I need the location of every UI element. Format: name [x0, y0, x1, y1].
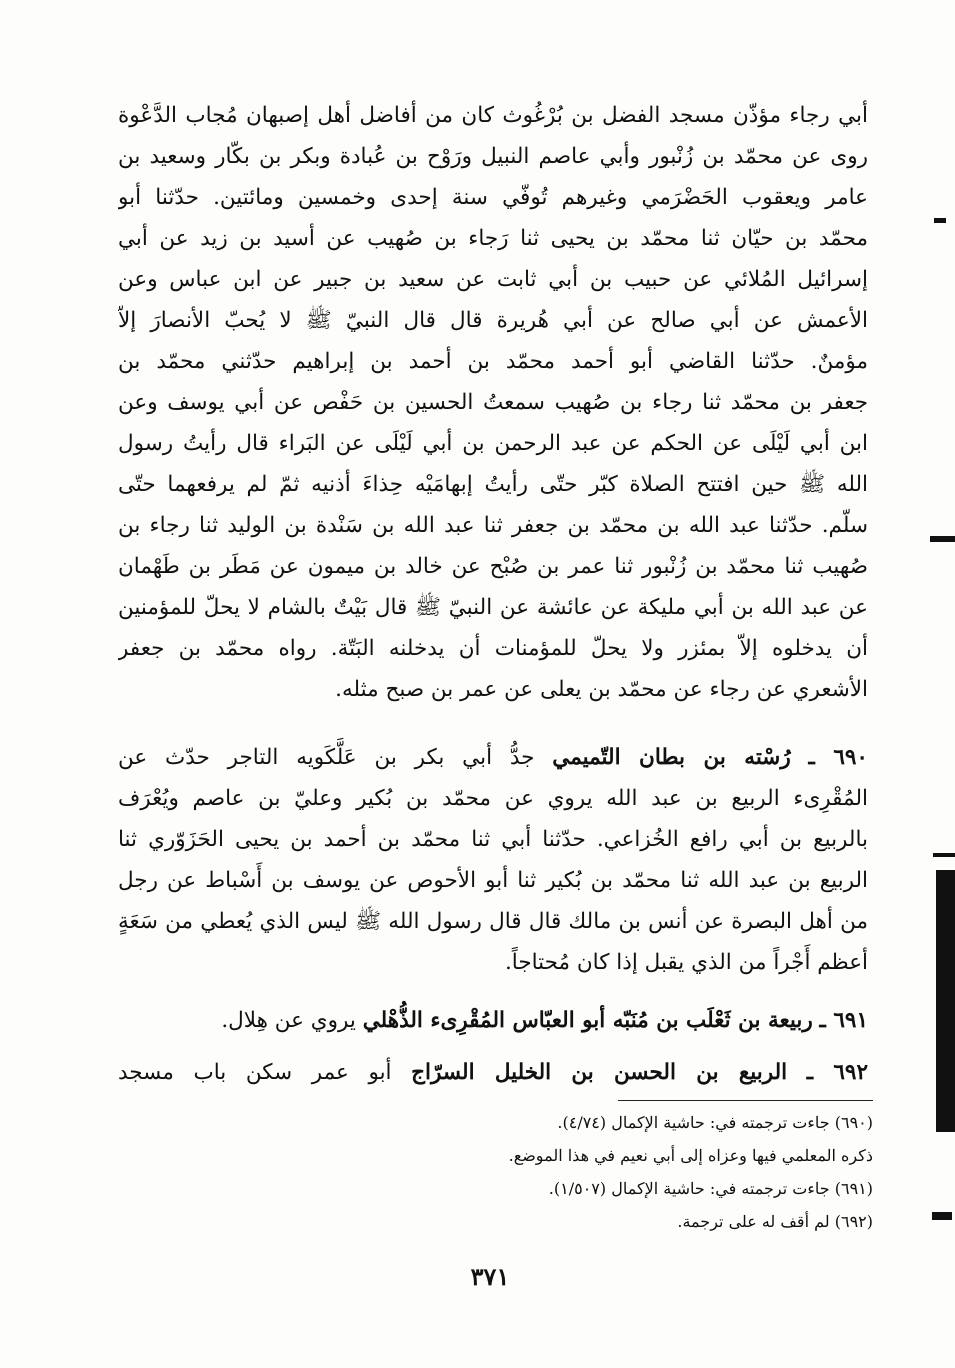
footnote: (٦٩٠) جاءت ترجمته في: حاشية الإكمال (٤/٧٤).: [557, 1113, 873, 1132]
entry-name: ربيعة بن ثَعْلَب بن مُنَبّه أبو العبّاس المُقْرِىء الذُّهْلي: [362, 1008, 813, 1033]
footnote: (٦٩٢) لم أقف له على ترجمة.: [677, 1212, 873, 1231]
entry-text: جدُّ أبي بكر بن عَلَّكَويه التاجر حدّث عن: [118, 745, 535, 770]
text-line: بالربيع بن أبي رافع الخُزاعي. حدّثنا أبي ثنا محمّد بن أحمد بن يحيى الحَزَوّري ثنا: [118, 827, 868, 852]
text-line: عامر ويعقوب الحَضْرَمي وغيرهم تُوفّي سنة إحدى وخمسين ومائتين. حدّثنا أبو: [118, 185, 868, 210]
scan-mark: [933, 853, 955, 857]
entry-692-line: [118, 1052, 868, 1093]
text-line: أعظم أَجْراً من الذي يقبل إذا كان مُحتاجاً.: [504, 950, 868, 975]
text-line: أبي رجاء مؤذّن مسجد الفضل بن بُرْغُوث كان من أفاضل أهل إصبهان مُجاب الدَّعْوة: [118, 103, 868, 128]
text-line: ابن أبي لَيْلَى عن الحكم عن عبد الرحمن بن أبي لَيْلَى عن البَراء قال رأيتُ رسول: [118, 431, 868, 456]
entry-690: [118, 737, 868, 983]
entry-692: [118, 1052, 868, 1093]
scan-mark: [932, 1212, 952, 1220]
text-line: المُقْرِىء الربيع بن عبد الله يروي عن محمّد بن بُكير وعليّ بن عاصم ويُعْرَف: [118, 786, 868, 811]
footnote-separator: [618, 1100, 873, 1101]
text-line: عن عبد الله بن أبي مليكة عن عائشة عن النبيّ ﷺ قال بَيْتٌ بالشام لا يحلّ للمؤمنين: [118, 595, 868, 620]
entry-691: [118, 1000, 868, 1041]
text-line: روى عن محمّد بن زُنْبور وأبي عاصم النبيل ورَوْح بن عُبادة وبكر بن بكّار وسعيد بن: [118, 144, 868, 169]
text-line: جعفر بن محمّد ثنا رجاء بن صُهيب سمعتُ الحسين بن حَفْص عن أبي يوسف وعن: [118, 390, 868, 415]
entry-text: يروي عن هِلال.: [221, 1008, 356, 1033]
text-line: من أهل البصرة عن أنس بن مالك قال قال رسول الله ﷺ ليس الذي يُعطي من سَعَةٍ: [118, 909, 868, 934]
text-line: الأعمش عن أبي صالح عن أبي هُريرة قال قال النبيّ ﷺ لا يُحبّ الأنصارَ إلاّ: [118, 308, 868, 333]
main-text: [118, 95, 868, 710]
entry-number: ٦٩٢ ـ: [806, 1060, 868, 1085]
text-line: سلّم. حدّثنا عبد الله بن محمّد بن جعفر ثنا عبد الله بن سَنْدة بن الوليد ثنا رجاء بن: [118, 513, 868, 538]
page-number: ٣٧١: [470, 1262, 510, 1291]
text-line: مؤمنٌ. حدّثنا القاضي أبو أحمد محمّد بن أحمد بن إبراهيم حدّثني محمّد بن: [118, 349, 868, 374]
text-line: محمّد بن حيّان ثنا محمّد بن يحيى ثنا رَجاء بن صُهيب عن أسيد بن زيد عن أبي: [118, 226, 868, 251]
text-line: الله ﷺ حين افتتح الصلاة كبّر حتّى رأيتُ إبهامَيْه حِذاءَ أذنيه ثمّ لم يرفعهما حتّى: [118, 472, 868, 497]
scan-mark: [934, 218, 946, 223]
entry-text: أبو عمر سكن باب مسجد: [118, 1060, 392, 1085]
text-line: إسرائيل المُلائي عن حبيب بن أبي ثابت عن سعيد بن جبير عن ابن عباس وعن: [118, 267, 868, 292]
scan-mark: [930, 536, 955, 542]
entry-name: رُسْته بن بطان التّميمي: [552, 745, 791, 770]
footnote: ذكره المعلمي فيها وعزاه إلى أبي نعيم في هذا الموضع.: [508, 1146, 873, 1165]
entry-name: الربيع بن الحسن بن الخليل السرّاج: [411, 1060, 788, 1085]
entry-690-heading-line: [118, 737, 868, 778]
entry-number: ٦٩١ ـ: [819, 1008, 868, 1033]
entry-691-line: [118, 1000, 868, 1041]
text-line: أن يدخلوه إلاّ بمئزر ولا يحلّ للمؤمنات أن يدخلنه البَتّة. رواه محمّد بن جعفر: [118, 636, 868, 661]
footnote: (٦٩١) جاءت ترجمته في: حاشية الإكمال (١/٥٠٧).: [548, 1179, 873, 1198]
entry-number: ٦٩٠ ـ: [808, 745, 868, 770]
text-line: الربيع بن عبد الله ثنا محمّد بن بُكير ثنا أبو الأحوص عن يوسف بن أَسْباط عن رجل: [118, 868, 868, 893]
scan-mark: [936, 870, 955, 1132]
text-line: صُهيب ثنا محمّد بن زُنْبور ثنا عمر بن صُبْح عن خالد بن ميمون عن مَطَر بن طَهْمان: [118, 554, 868, 579]
text-line: الأشعري عن رجاء عن محمّد بن يعلى عن عمر بن صبح مثله.: [335, 677, 868, 702]
footnotes: [300, 1106, 873, 1238]
